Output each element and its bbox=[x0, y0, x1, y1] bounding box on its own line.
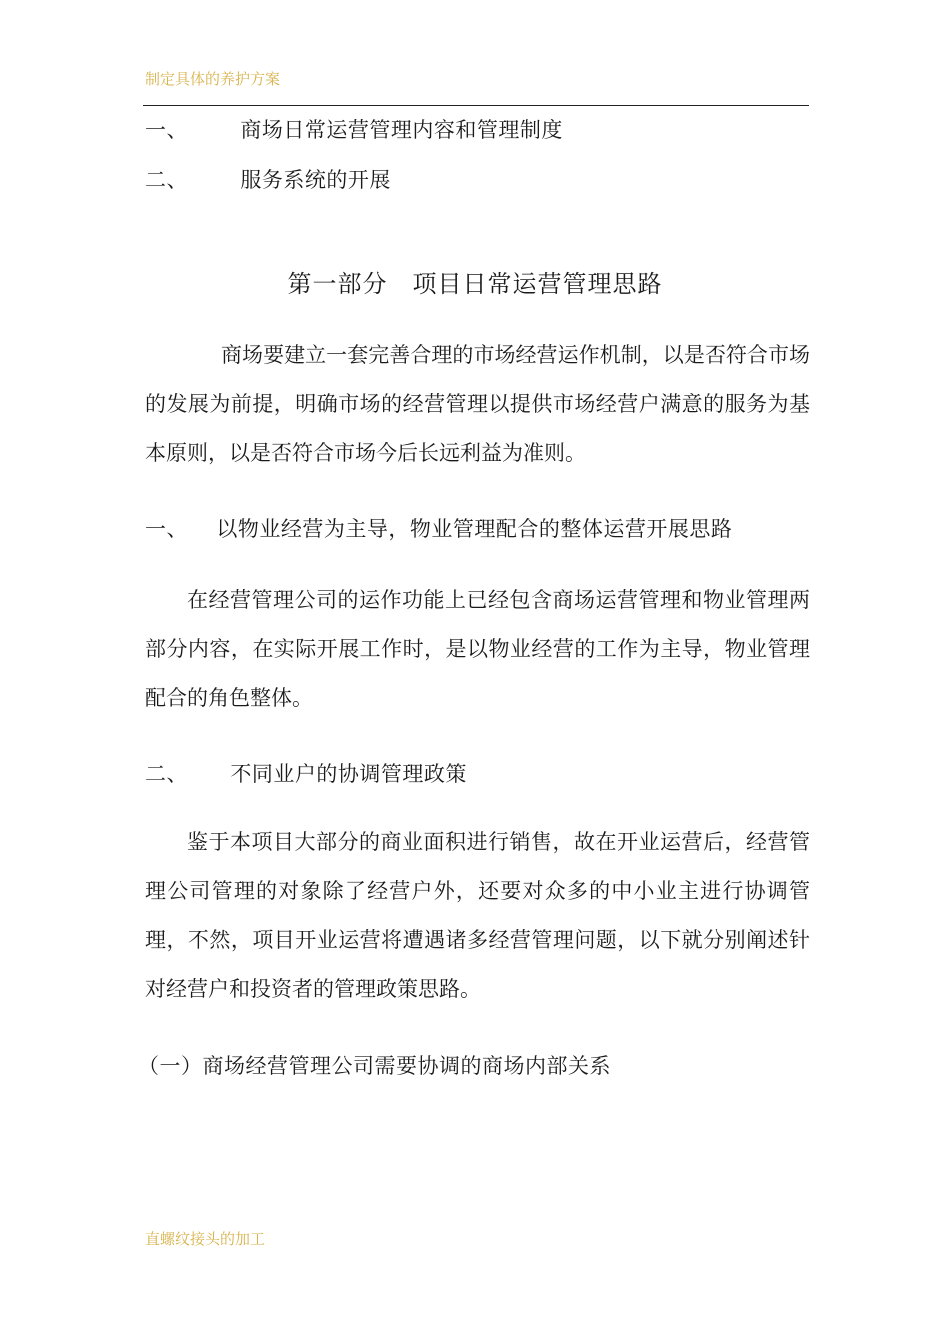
paragraph-2: 鉴于本项目大部分的商业面积进行销售，故在开业运营后，经营管理公司管理的对象除了经营户外，还要对众多的中小业主进行协调管理，不然，项目开业运营将遭遇诸多经营管理问题，以下就分别阐述针对经营户和投资者的管理政策思路。 bbox=[145, 830, 810, 1001]
toc-item-number: 二、 bbox=[145, 168, 188, 192]
heading-2 bbox=[145, 758, 467, 788]
header-divider bbox=[143, 105, 809, 106]
section-title: 第一部分 项目日常运营管理思路 bbox=[287, 270, 663, 298]
toc-item-text: 商场日常运营管理内容和管理制度 bbox=[240, 118, 563, 142]
heading-1 bbox=[145, 513, 732, 543]
page-header: 制定具体的养护方案 bbox=[145, 70, 281, 88]
toc-item-2 bbox=[145, 164, 391, 194]
toc-item-number: 一、 bbox=[145, 118, 188, 142]
heading-text: 以物业经营为主导，物业管理配合的整体运营开展思路 bbox=[216, 517, 733, 541]
heading-text: 不同业户的协调管理政策 bbox=[230, 762, 467, 786]
subheading-1: （一）商场经营管理公司需要协调的商场内部关系 bbox=[138, 1054, 611, 1078]
toc-item-text: 服务系统的开展 bbox=[240, 168, 391, 192]
heading-number: 二、 bbox=[145, 762, 188, 786]
paragraph-1: 在经营管理公司的运作功能上已经包含商场运营管理和物业管理两部分内容，在实际开展工作时，是以物业经营的工作为主导，物业管理配合的角色整体。 bbox=[145, 588, 810, 710]
page-footer: 直螺纹接头的加工 bbox=[145, 1230, 266, 1248]
toc-item-1 bbox=[145, 114, 563, 144]
intro-paragraph: 商场要建立一套完善合理的市场经营运作机制，以是否符合市场的发展为前提，明确市场的经营管理以提供市场经营户满意的服务为基本原则，以是否符合市场今后长远利益为准则。 bbox=[145, 343, 810, 465]
heading-number: 一、 bbox=[145, 517, 188, 541]
